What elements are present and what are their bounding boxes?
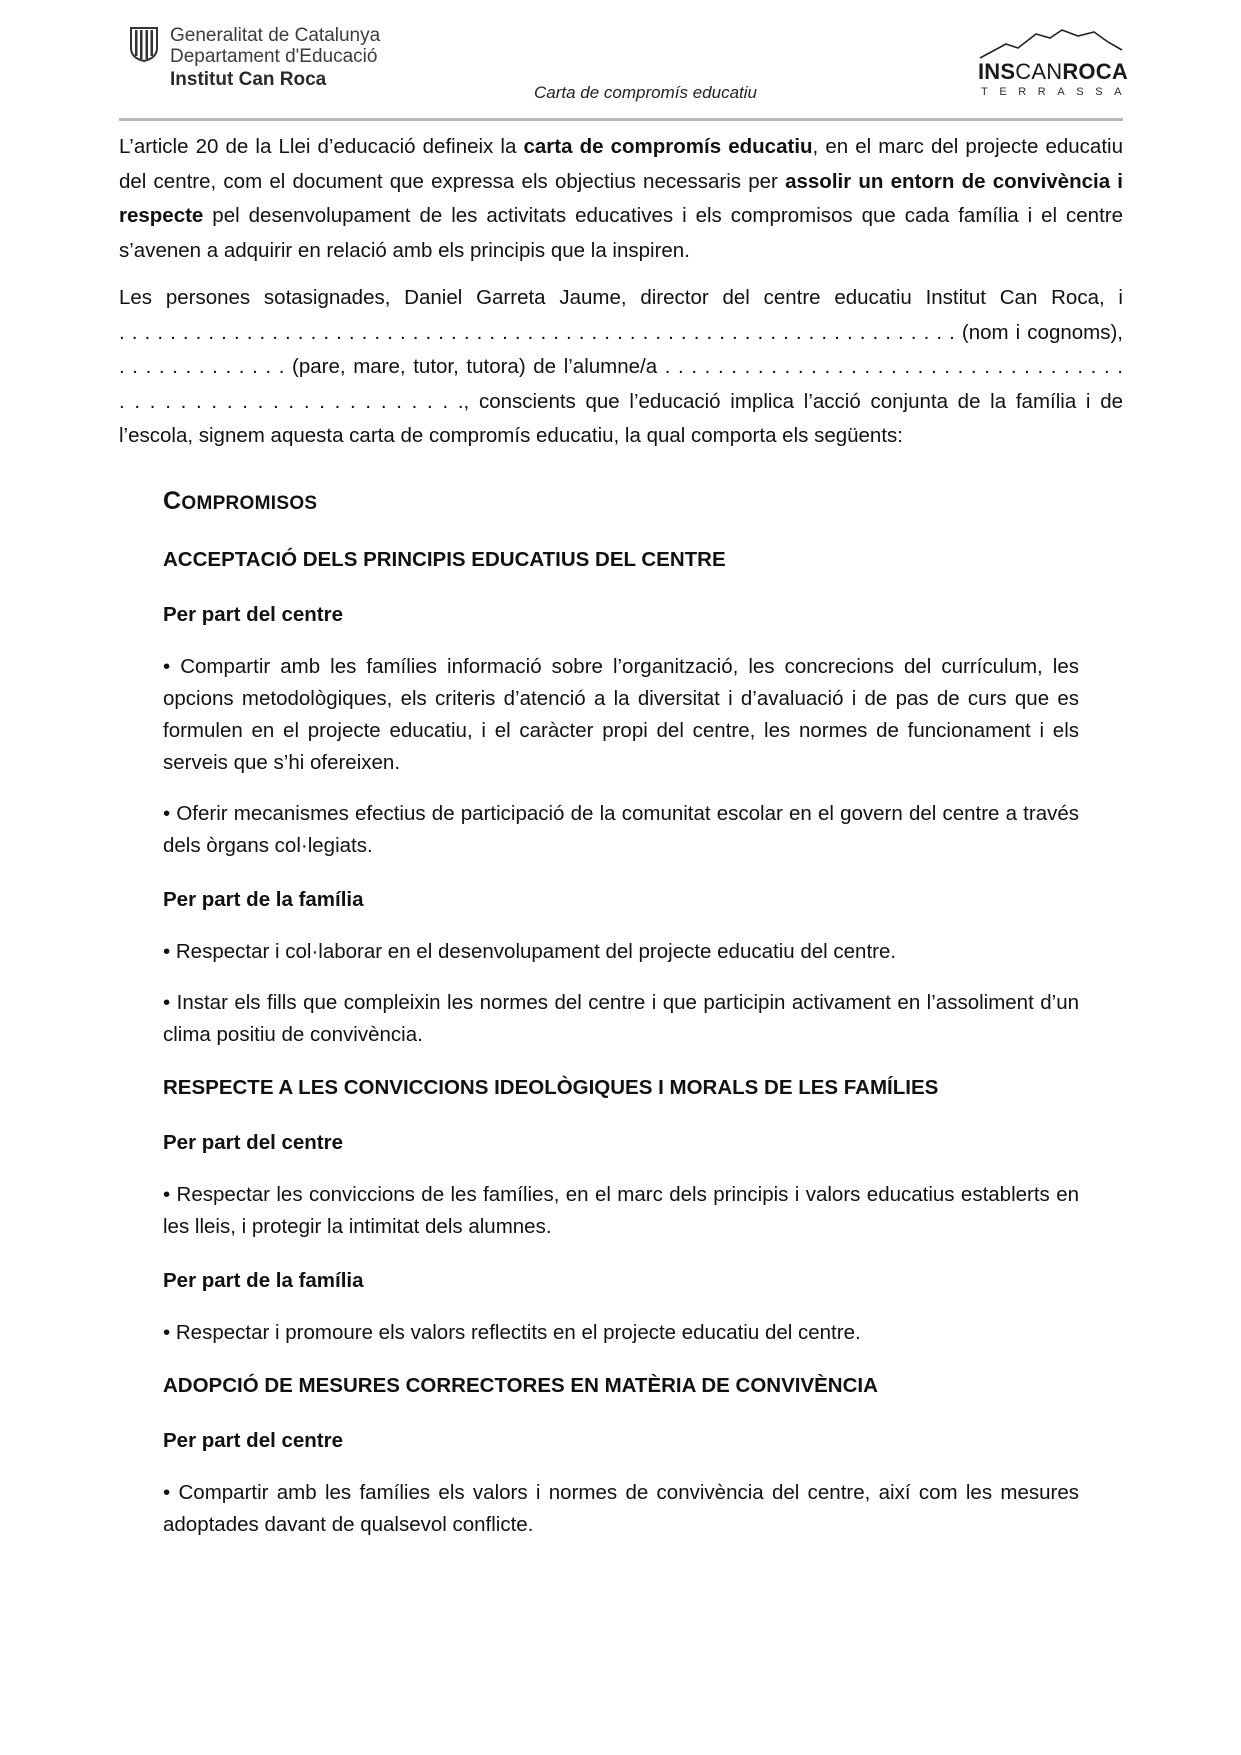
intro-highlight-carta: carta de compromís educatiu [523, 135, 813, 158]
intro-paragraph-1 [119, 130, 1123, 268]
commitment-item: • Instar els fills que compleixin les normes del centre i que participin activament en l’assoliment d’un clima positiu de convivència. [163, 990, 1079, 1046]
generalitat-emblem-icon [129, 26, 159, 62]
signatories-line-5: l’escola, signem aquesta carta de compromís educatiu, la qual comporta els següents: [119, 424, 903, 447]
gov-name-line1: Generalitat de Catalunya [170, 25, 381, 46]
commitment-item: • Respectar les conviccions de les famílies, en el marc dels principis i valors educatius establerts en les lleis, i protegir la intimitat dels alumnes. [163, 1182, 1079, 1238]
centre-party-label: Per part del centre [163, 602, 344, 626]
mountain-logo-icon [978, 26, 1124, 60]
gov-name-line2: Departament d'Educació [170, 46, 378, 67]
signatories-line-1: Les persones sotasignades, Daniel Garreta Jaume, director del centre educatiu Institut Can Roca, i [119, 286, 1123, 309]
document-title: Carta de compromís educatiu [534, 83, 757, 102]
commitments-heading-rest: OMPROMISOS [181, 492, 318, 514]
commitments-heading-initial: C [163, 486, 182, 515]
school-logo-text [978, 60, 1128, 84]
commitment-item: • Compartir amb les famílies els valors i normes de convivència del centre, així com les mesures adoptades davant de qualsevol conflicte. [163, 1480, 1079, 1536]
intro-text-c: , en el marc del projecte educatiu del centre, com el document que expressa els objectius necessaris per [119, 135, 1123, 193]
logo-subtitle: TERRASSA [981, 86, 1134, 98]
intro-text-e: pel desenvolupament de les activitats educatives i els compromisos que cada família i el centre s’avenen a adquirir en relació amb els principis que la inspiren. [119, 204, 1123, 262]
family-party-label: Per part de la família [163, 887, 364, 911]
commitments-block [163, 484, 1079, 1541]
page-header [0, 0, 1241, 130]
signatories-line-3: . . . . . . . . . . . . . (pare, mare, tutor, tutora) de l’alumne/a . . . . . . . . . . . . . . . . . . . . . . . . . . . . . . . . . . . [119, 355, 1123, 378]
commitment-item: • Respectar i promoure els valors reflectits en el projecte educatiu del centre. [163, 1320, 861, 1344]
commitments-heading [163, 484, 1079, 521]
commitment-item: • Oferir mecanismes efectius de participació de la comunitat escolar en el govern del centre a través dels òrgans col·legiats. [163, 801, 1079, 857]
section-heading: ACCEPTACIÓ DELS PRINCIPIS EDUCATIUS DEL CENTRE [163, 547, 726, 571]
intro-text-a: L’article 20 de la Llei d’educació defineix la [119, 135, 524, 158]
family-party-label: Per part de la família [163, 1268, 364, 1292]
institute-name: Institut Can Roca [170, 69, 327, 90]
intro-highlight-entorn: assolir un entorn de convivència i respecte [119, 169, 1124, 227]
signatories-line-4: . . . . . . . . . . . . . . . . . . . . . . ., conscients que l’educació implica l’acció conjunta de la família i de [119, 389, 1123, 413]
header-divider [119, 118, 1123, 121]
logo-part-roca: ROCA [1062, 59, 1128, 84]
document-body [119, 130, 1123, 1541]
centre-party-label: Per part del centre [163, 1428, 344, 1452]
section-heading: RESPECTE A LES CONVICCIONS IDEOLÒGIQUES I MORALS DE LES FAMÍLIES [163, 1075, 939, 1099]
signatories-line-2: . . . . . . . . . . . . . . . . . . . . . . . . . . . . . . . . . . . . . . . . . . . . . . . . . . . . . . . . . . . . . . . . . . (nom i cognoms), [119, 320, 1123, 344]
logo-part-can: CAN [1015, 59, 1063, 84]
commitment-item: • Compartir amb les famílies informació sobre l’organització, les concrecions del currículum, les opcions metodològiques, els criteris d’atenció a la diversitat i d’avaluació i de pas de curs que es formulen en el projecte educatiu, i el caràcter propi del centre, les normes de funcionament i els serveis que s’hi ofereixen. [163, 654, 1079, 774]
commitment-item: • Respectar i col·laborar en el desenvolupament del projecte educatiu del centre. [163, 939, 897, 963]
logo-part-ins: INS [978, 59, 1016, 84]
section-heading: ADOPCIÓ DE MESURES CORRECTORES EN MATÈRIA DE CONVIVÈNCIA [163, 1373, 878, 1397]
centre-party-label: Per part del centre [163, 1130, 344, 1154]
intro-paragraph-2 [119, 281, 1123, 454]
